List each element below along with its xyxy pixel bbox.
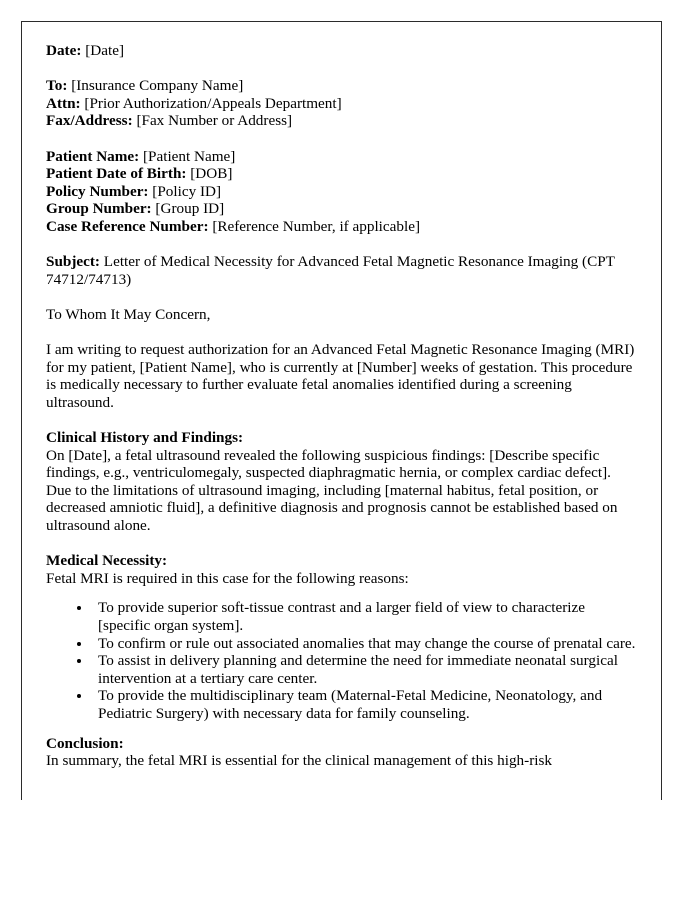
clinical-history-body: On [Date], a fetal ultrasound revealed the following suspicious findings: [Describe specific findings, e.g., ventriculomegaly, suspected diaphragmatic hernia, or complex cardiac defect]. Due to the limitations of ultrasound imaging, including [maternal habitus, fetal position, or decreased amniotic fluid], a definitive diagnosis and prognosis cannot be established based on ultrasound alone. <box>46 446 618 535</box>
date-label: Date: <box>46 42 82 59</box>
patient-name-value: [Patient Name] <box>143 147 236 165</box>
patient-dob-value: [DOB] <box>190 165 233 183</box>
group-number-label: Group Number: <box>46 200 152 218</box>
conclusion-section <box>46 735 639 770</box>
subject-value: Letter of Medical Necessity for Advanced Fetal Magnetic Resonance Imaging (CPT 74712/74713) <box>46 253 615 288</box>
opening-paragraph-block <box>46 341 639 411</box>
subject-line <box>46 253 639 288</box>
group-number-value: [Group ID] <box>155 200 225 218</box>
recipient-to-line <box>46 77 639 95</box>
salutation-block <box>46 306 639 324</box>
opening-paragraph: I am writing to request authorization for an Advanced Fetal Magnetic Resonance Imaging (MRI) for my patient, [Patient Name], who is currently at [Number] weeks of gestation. This procedure is medically necessary to further evaluate fetal anomalies identified during a screening ultrasound. <box>46 341 635 411</box>
recipient-fax-line <box>46 112 639 130</box>
policy-number-line <box>46 183 639 201</box>
salutation: To Whom It May Concern, <box>46 305 211 323</box>
subject-block <box>46 253 639 288</box>
date-line <box>46 42 639 60</box>
case-reference-value: [Reference Number, if applicable] <box>212 217 420 235</box>
medical-necessity-body: Fetal MRI is required in this case for the following reasons: <box>46 569 409 587</box>
policy-number-value: [Policy ID] <box>152 182 222 200</box>
letter-content <box>46 42 639 770</box>
list-item: • To provide superior soft-tissue contrast and a larger field of view to characterize [specific organ system]. <box>92 599 639 634</box>
medical-necessity-section <box>46 552 639 722</box>
date-value: [Date] <box>85 42 125 59</box>
recipient-to-value: [Insurance Company Name] <box>71 77 244 95</box>
recipient-fax-value: [Fax Number or Address] <box>136 112 293 130</box>
medical-necessity-reasons-list <box>46 599 639 722</box>
clinical-history-section <box>46 429 639 535</box>
document-page <box>21 21 662 800</box>
recipient-attn-value: [Prior Authorization/Appeals Department] <box>84 94 342 112</box>
recipient-fax-label: Fax/Address: <box>46 112 133 130</box>
case-reference-line <box>46 218 639 236</box>
subject-label: Subject: <box>46 253 100 271</box>
patient-info-block <box>46 148 639 236</box>
case-reference-label: Case Reference Number: <box>46 217 209 235</box>
date-block <box>46 42 639 60</box>
recipient-attn-line <box>46 95 639 113</box>
list-item: • To confirm or rule out associated anomalies that may change the course of prenatal care. <box>92 635 639 653</box>
clinical-history-heading: Clinical History and Findings: <box>46 429 244 447</box>
patient-dob-line <box>46 165 639 183</box>
patient-name-line <box>46 148 639 166</box>
conclusion-body: In summary, the fetal MRI is essential for the clinical management of this high-risk <box>46 752 552 770</box>
recipient-attn-label: Attn: <box>46 94 81 112</box>
document-body <box>22 22 639 770</box>
list-item: • To assist in delivery planning and determine the need for immediate neonatal surgical intervention at a tertiary care center. <box>92 652 639 687</box>
group-number-line <box>46 200 639 218</box>
list-item: • To provide the multidisciplinary team (Maternal-Fetal Medicine, Neonatology, and Pediatric Surgery) with necessary data for family counseling. <box>92 687 639 722</box>
recipient-to-label: To: <box>46 77 68 95</box>
patient-name-label: Patient Name: <box>46 147 140 165</box>
conclusion-heading: Conclusion: <box>46 734 124 752</box>
medical-necessity-heading: Medical Necessity: <box>46 552 168 570</box>
patient-dob-label: Patient Date of Birth: <box>46 165 187 183</box>
recipient-block <box>46 77 639 130</box>
policy-number-label: Policy Number: <box>46 182 149 200</box>
